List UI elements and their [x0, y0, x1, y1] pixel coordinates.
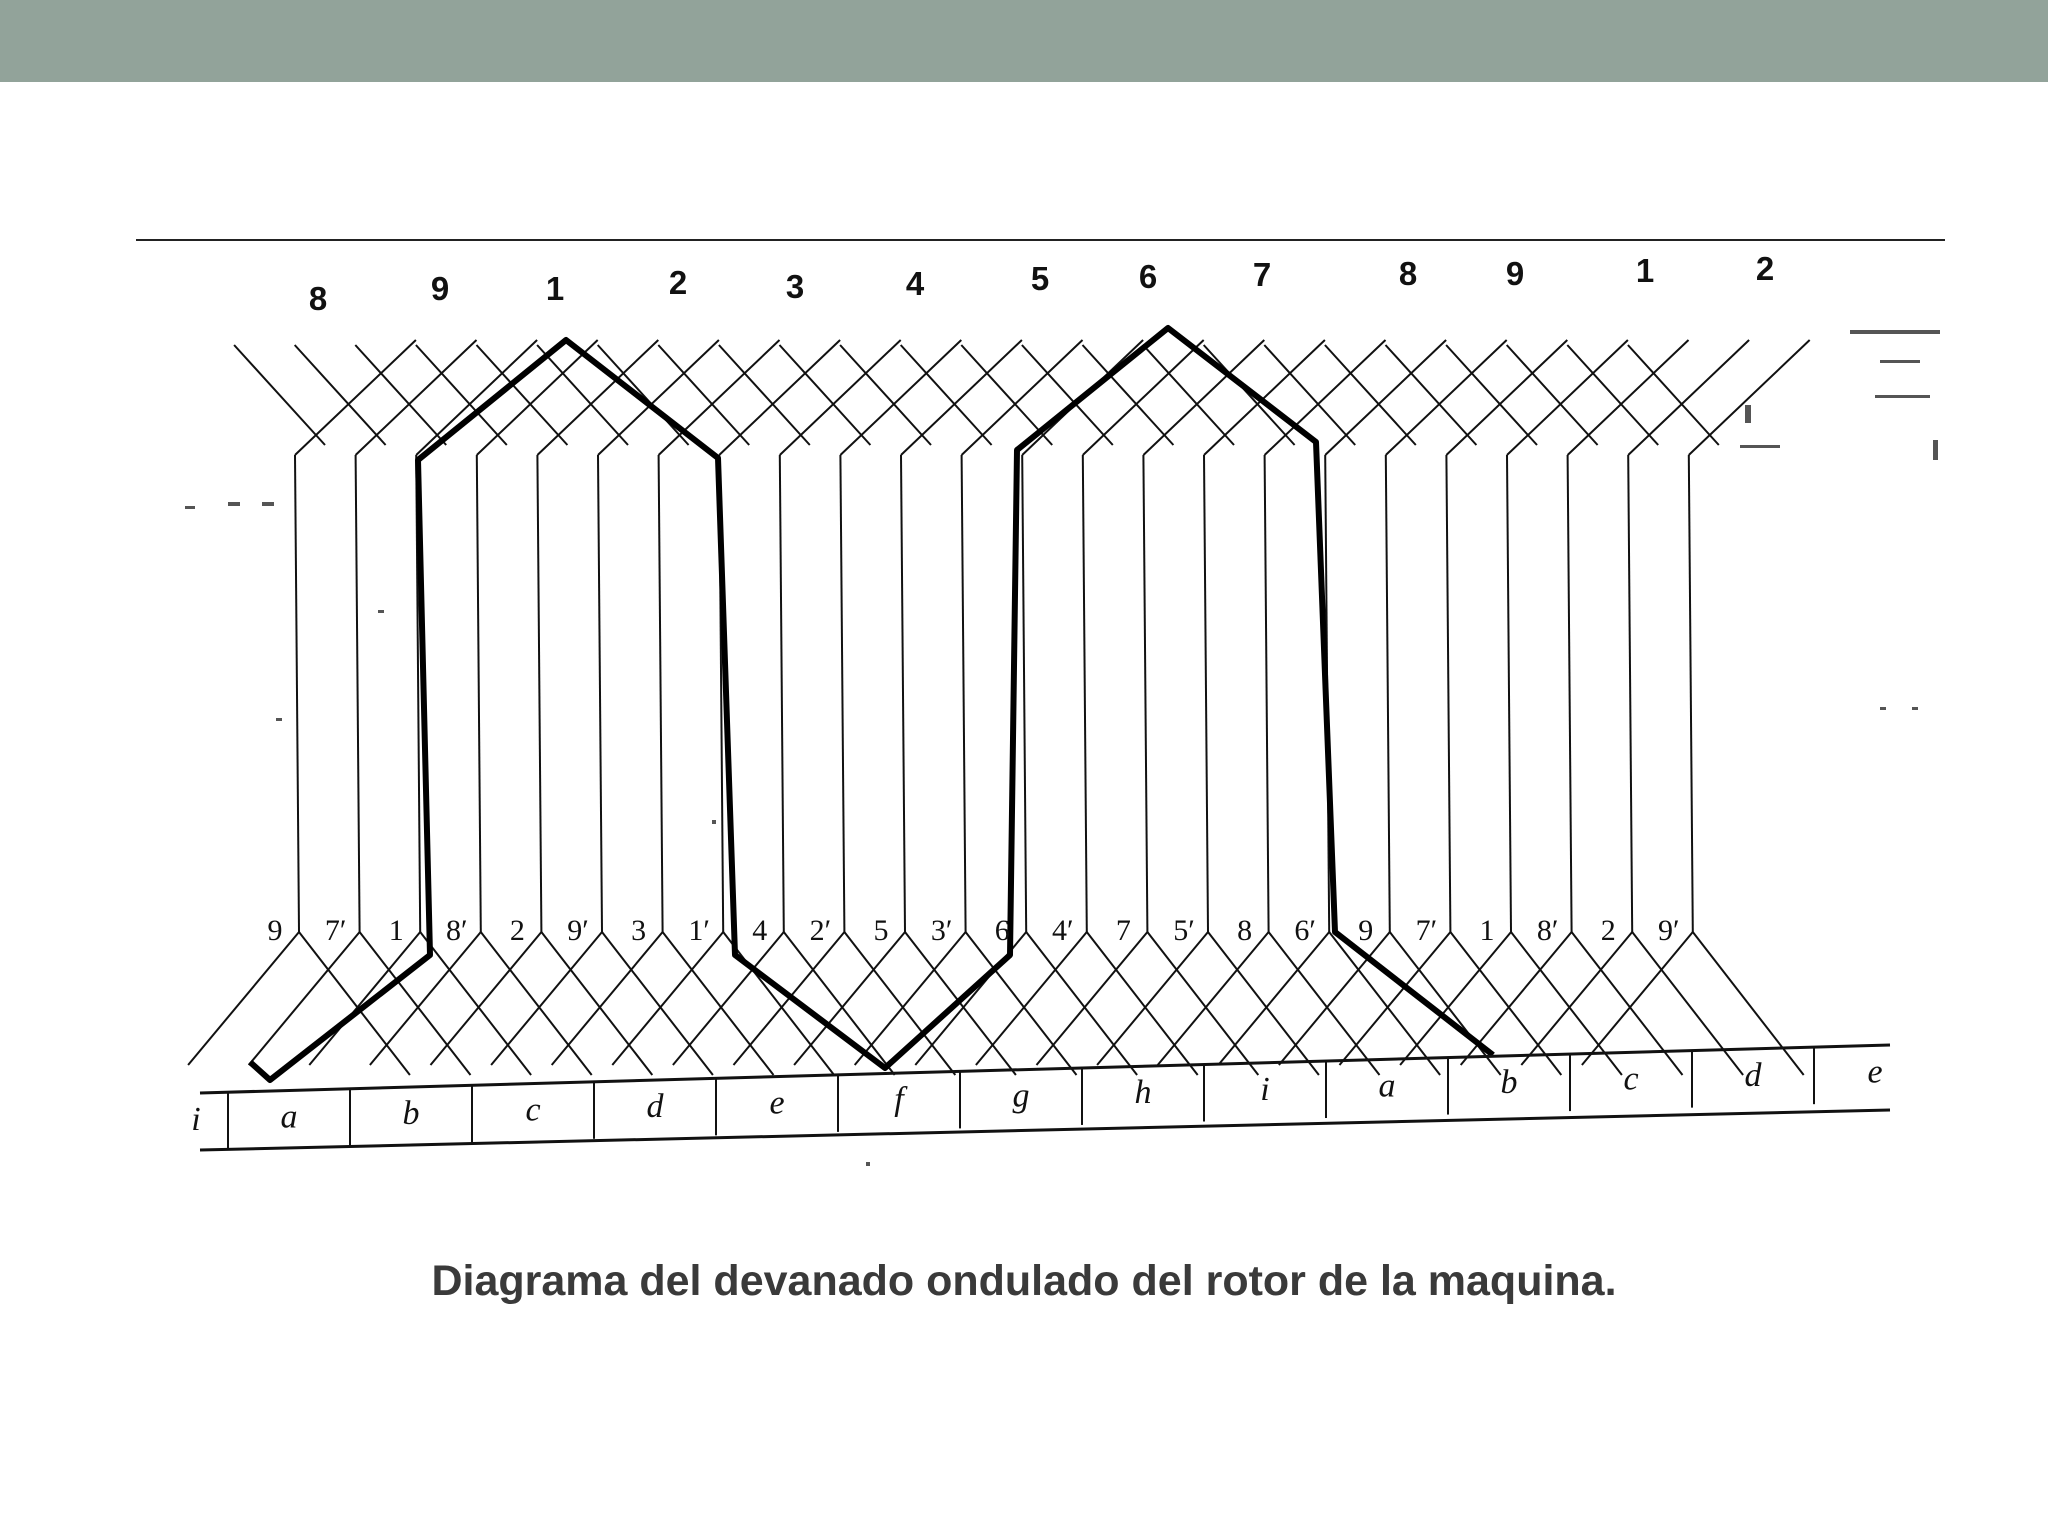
slot-label: 1 [1479, 914, 1495, 947]
slot-label: 7 [1115, 914, 1131, 947]
end-connection-bottom [976, 932, 1087, 1065]
slot-label: 8′ [446, 914, 468, 947]
end-connection-bottom [1582, 932, 1693, 1065]
commutator-segment-label: b [402, 1095, 420, 1133]
top-coil-number: 1 [545, 270, 565, 307]
end-connection-bottom [1158, 932, 1269, 1065]
end-connection-bottom [309, 932, 420, 1065]
slot-label: 4 [752, 914, 768, 947]
slot-label: 9′ [567, 914, 589, 947]
end-connection-top [1083, 340, 1204, 455]
end-connection-top [295, 340, 416, 455]
slot-label: 4′ [1052, 914, 1074, 947]
end-connection-bottom [1208, 932, 1319, 1075]
end-connection-bottom [431, 932, 542, 1065]
slot-conductor [1143, 455, 1147, 932]
end-connection-top [1264, 345, 1355, 445]
end-connection-bottom [491, 932, 602, 1065]
end-connection-top [658, 345, 749, 445]
top-coil-number: 3 [785, 268, 805, 305]
slot-conductor [659, 455, 663, 932]
scan-noise [185, 330, 1940, 1166]
top-coil-number: 4 [905, 265, 925, 302]
end-connection-bottom [1693, 932, 1804, 1075]
commutator-segment-label: d [1744, 1056, 1762, 1094]
commutator-segment-label: h [1134, 1074, 1152, 1112]
end-connection-top [477, 345, 568, 445]
slot-label: 3′ [930, 914, 953, 947]
end-connection-top [840, 345, 931, 445]
end-connection-top [295, 345, 386, 445]
top-coil-number: 8 [1398, 255, 1418, 292]
top-coil-number: 2 [668, 264, 688, 301]
end-connection-bottom [1087, 932, 1198, 1075]
slot-label: 2 [509, 914, 525, 947]
end-connection-top [537, 345, 628, 445]
end-connection-top [1567, 345, 1658, 445]
slot-conductor [780, 455, 784, 932]
slot-conductor [295, 455, 299, 932]
end-connection-bottom [1147, 932, 1258, 1075]
commutator-segment-label: a [280, 1098, 298, 1136]
end-connection-bottom [1026, 932, 1137, 1075]
commutator-segment-label: e [769, 1084, 785, 1122]
top-coil-number: 1 [1635, 252, 1655, 289]
commutator-segment-label: e [1867, 1053, 1883, 1091]
end-connection-top [1628, 340, 1749, 455]
end-connection-top [1143, 345, 1234, 445]
end-connection-bottom [552, 932, 663, 1065]
end-connection-top [659, 340, 780, 455]
end-connection-top [1022, 345, 1113, 445]
top-coil-numbers [309, 250, 1774, 317]
slot-conductor [1628, 455, 1632, 932]
end-connection-bottom [188, 932, 299, 1065]
end-connection-top [1204, 345, 1295, 445]
end-connection-top [1265, 340, 1386, 455]
end-connection-top [416, 345, 507, 445]
top-coil-number: 6 [1138, 258, 1158, 295]
end-connection-bottom [966, 932, 1077, 1075]
top-coil-number: 5 [1030, 260, 1050, 297]
commutator-segment-label: i [1260, 1070, 1270, 1108]
end-connection-top [719, 340, 840, 455]
slot-conductor [901, 455, 905, 932]
slot-conductor [962, 455, 966, 932]
commutator-segment-label: f [894, 1081, 904, 1119]
end-connection-bottom [249, 932, 360, 1065]
slot-label: 6 [994, 914, 1010, 947]
slot-label: 2 [1600, 914, 1616, 947]
end-connection-top [1507, 345, 1598, 445]
end-connection-top [1507, 340, 1628, 455]
slot-conductor [1083, 455, 1087, 932]
end-connection-top [1689, 340, 1810, 455]
slot-label: 2′ [809, 914, 832, 947]
end-connection-top [598, 345, 689, 445]
top-coil-number: 2 [1755, 250, 1775, 287]
slot-label: 5 [873, 914, 889, 947]
end-connection-bottom [612, 932, 723, 1065]
end-connection-bottom [663, 932, 774, 1075]
slot-conductor [477, 455, 481, 932]
slot-conductor [1568, 455, 1572, 932]
end-connection-bottom [1390, 932, 1501, 1075]
top-coil-number: 7 [1252, 256, 1272, 293]
top-coil-number: 9 [430, 270, 450, 307]
slot-conductor [840, 455, 844, 932]
end-connection-top [416, 340, 537, 455]
slot-conductor [1507, 455, 1511, 932]
slot-label: 7′ [324, 914, 347, 947]
end-connection-bottom [1218, 932, 1329, 1065]
commutator-segment-label: g [1012, 1077, 1030, 1115]
end-connection-top [1386, 340, 1507, 455]
end-connection-top [1325, 345, 1416, 445]
end-connection-top [840, 340, 961, 455]
end-connection-top [1568, 340, 1689, 455]
end-connection-top [780, 340, 901, 455]
end-connection-top [598, 340, 719, 455]
end-connection-top [1325, 340, 1446, 455]
end-connection-bottom [673, 932, 784, 1065]
end-connection-top [355, 345, 446, 445]
end-connection-top [1386, 345, 1477, 445]
end-connection-bottom [1521, 932, 1632, 1065]
slot-conductor [598, 455, 602, 932]
slot-conductor [1689, 455, 1693, 932]
end-connection-bottom [360, 932, 471, 1075]
end-connection-bottom [299, 932, 410, 1075]
end-connection-bottom [370, 932, 481, 1065]
commutator-segment-label: b [1500, 1063, 1518, 1101]
end-connection-top [901, 345, 992, 445]
end-connection-bottom [1632, 932, 1743, 1075]
top-coil-number: 9 [1505, 255, 1525, 292]
end-connection-bottom [541, 932, 652, 1075]
end-connection-top [234, 345, 325, 445]
end-connection-top [1446, 345, 1537, 445]
slot-label: 3 [631, 914, 647, 947]
end-connection-bottom [1037, 932, 1148, 1065]
top-coil-number: 8 [308, 280, 328, 317]
slot-label: 1′ [688, 914, 710, 947]
end-connection-bottom [481, 932, 592, 1075]
slot-label: 5′ [1173, 914, 1195, 947]
end-connection-top [719, 345, 810, 445]
slot-label: 9′ [1658, 914, 1680, 947]
slot-conductor [1386, 455, 1390, 932]
slot-label: 9 [1358, 914, 1374, 947]
slot-label: 1 [388, 914, 404, 947]
slot-conductor [1022, 455, 1026, 932]
end-connection-top [962, 340, 1083, 455]
end-connection-bottom [1097, 932, 1208, 1065]
end-connection-top [356, 340, 477, 455]
commutator-segment-label: d [646, 1088, 664, 1126]
end-connection-bottom [1279, 932, 1390, 1065]
slot-label: 7′ [1415, 914, 1438, 947]
slot-label: 8 [1237, 914, 1253, 947]
slot-conductor [1446, 455, 1450, 932]
slot-label: 9 [267, 914, 283, 947]
slot-conductor [1265, 455, 1269, 932]
end-connection-bottom [723, 932, 834, 1075]
figure-caption: Diagrama del devanado ondulado del rotor de la maquina. [431, 1257, 1617, 1305]
slot-label: 6′ [1294, 914, 1316, 947]
slot-conductor [1204, 455, 1208, 932]
slot-label: 8′ [1536, 914, 1559, 947]
slot-conductor [537, 455, 541, 932]
commutator-segment-label: c [525, 1091, 541, 1129]
end-connection-top [1628, 345, 1719, 445]
commutator-bottom-edge [200, 1110, 1890, 1150]
end-connection-top [1446, 340, 1567, 455]
slot-conductor [356, 455, 360, 932]
commutator-segment-label: a [1378, 1067, 1396, 1105]
commutator-segment-label: c [1623, 1060, 1639, 1098]
end-connection-top [901, 340, 1022, 455]
end-connection-bottom [420, 932, 531, 1075]
commutator-segment-label: i [191, 1101, 201, 1139]
end-connection-top [780, 345, 871, 445]
end-connection-bottom [602, 932, 713, 1075]
